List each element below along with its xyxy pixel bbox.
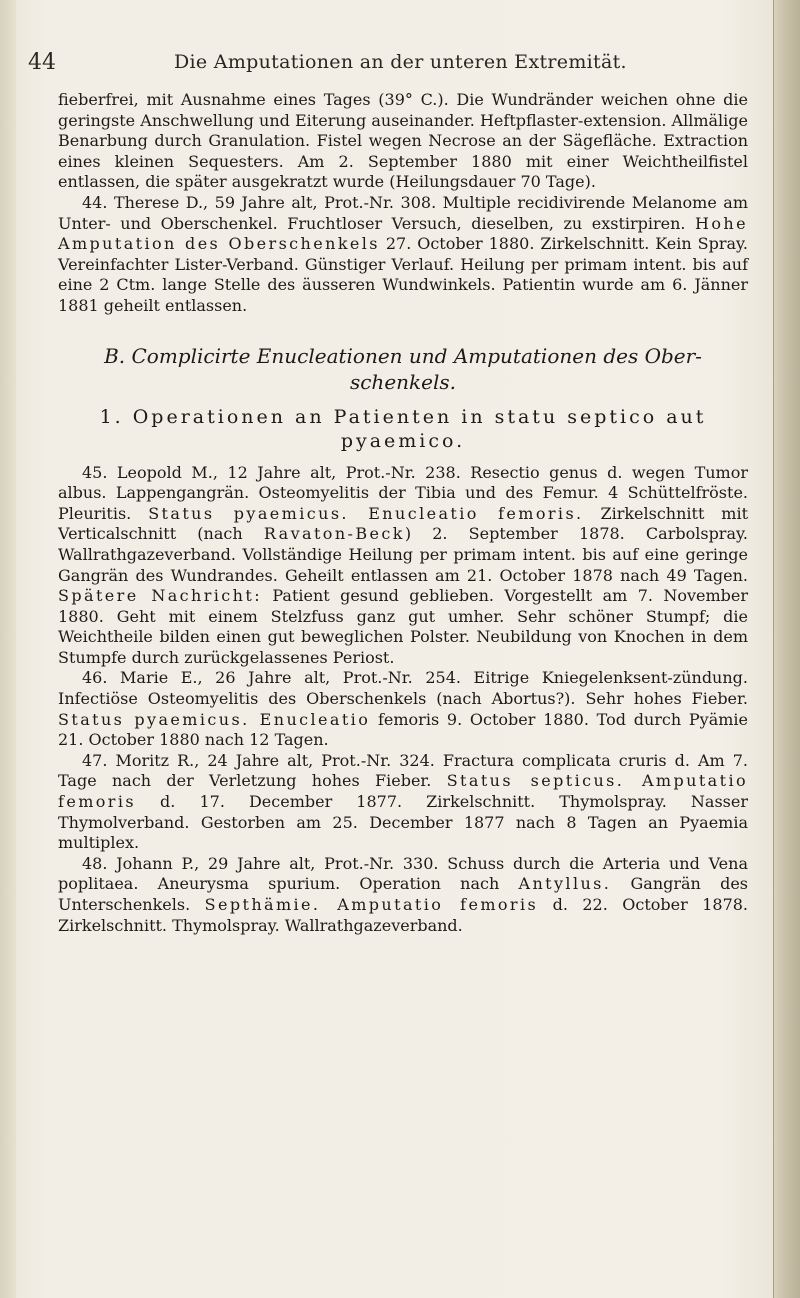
page-gutter-left <box>0 0 16 1298</box>
case-48-author: Antyllus. <box>518 874 612 894</box>
case-47 <box>58 751 748 854</box>
page-number: 44 <box>28 50 56 75</box>
case-47-status: Status septicus. Amputatio femoris <box>58 771 748 812</box>
case-48-text-e: d. 22. October 1878. Zirkelschnitt. Thymolspray. Wallrathgazeverband. <box>58 895 749 935</box>
case-46 <box>58 668 748 750</box>
case-48-text-c: Gangrän des Unterschenkels. <box>58 874 749 914</box>
case-45-author: Ravaton-Beck <box>263 524 405 544</box>
case-45 <box>58 463 748 669</box>
case-47-text-c: d. 17. December 1877. Zirkelschnitt. Thymolspray. Nasser Thymolverband. Gestorben am 25. December 1877 nach 8 Tagen an Pyaemia multiplex. <box>58 792 748 853</box>
section-heading-b: B. Complicirte Enucleationen und Amputationen des Ober-schenkels. <box>104 343 702 394</box>
case-44-text-c: 27. October 1880. Zirkelschnitt. Kein Spray. Vereinfachter Lister-Verband. Günstiger Verlauf. Heilung per primam intent. bis auf eine 2 Ctm. lange Stelle des äusseren Wundwinkels. Patientin wurde am 6. Jänner 1881 geheilt entlassen. <box>58 234 749 315</box>
case-44-operation: Hohe Amputation des Oberschenkels <box>58 213 748 254</box>
case-45-text-a: 45. Leopold M., 12 Jahre alt, Prot.-Nr. 238. Resectio genus d. wegen Tumor albus. Lappengangrän. Osteomyelitis der Tibia und des Femur. 4 Schüttelfröste. Pleuritis. <box>58 462 748 523</box>
case-45-text-c: Zirkelschnitt mit Verticalschnitt (nach <box>58 503 749 544</box>
case-46-text-a: 46. Marie E., 26 Jahre alt, Prot.-Nr. 254. Eitrige Kniegelenksent-zündung. Infectiöse Osteomyelitis des Oberschenkels (nach Abortus?). Sehr hohes Fieber. <box>58 668 748 709</box>
case-44-text-a: 44. Therese D., 59 Jahre alt, Prot.-Nr. 308. Multiple recidivirende Melanome am Unter- und Oberschenkel. Fruchtloser Versuch, dieselben, zu exstirpiren. <box>58 192 748 233</box>
continued-paragraph: fieberfrei, mit Ausnahme eines Tages (39° C.). Die Wundränder weichen ohne die geringste Anschwellung und Eiterung auseinander. Heftpflaster-extension. Allmälige Benarbung durch Granulation. Fistel wegen Necrose an der Sägefläche. Extraction eines kleinen Sequesters. Am 2. September 1880 mit einer Weichtheilfistel entlassen, die später ausgekratzt wurde (Heilungsdauer 70 Tage). <box>58 90 748 192</box>
case-44 <box>58 193 748 317</box>
case-46-text-c: femoris 9. October 1880. Tod durch Pyämie 21. October 1880 nach 12 Tagen. <box>58 709 748 750</box>
running-header <box>24 50 704 80</box>
case-46-status: Status pyaemicus. Enucleatio <box>58 709 371 729</box>
subsection-heading-1: 1. Operationen an Patienten in statu septico aut pyaemico. <box>99 405 707 452</box>
case-45-status: Status pyaemicus. Enucleatio femoris. <box>148 503 584 523</box>
page-body <box>58 90 748 936</box>
case-47-text-a: 47. Moritz R., 24 Jahre alt, Prot.-Nr. 324. Fractura complicata cruris d. Am 7. Tage nach der Verletzung hohes Fieber. <box>58 750 748 791</box>
case-45-text-e: ) 2. September 1878. Carbolspray. Wallrathgazeverband. Vollständige Heilung per primam intent. bis auf eine geringe Gangrän des Wundrandes. Geheilt entlassen am 21. October 1878 nach 49 Tagen. <box>58 524 748 585</box>
page-edge-right <box>773 0 800 1298</box>
case-45-text-g: Patient gesund geblieben. Vorgestellt am 7. November 1880. Geht mit einem Stelzfuss ganz gut umher. Sehr schöner Stumpf; die Weichtheile bilden einen gut beweglichen Polster. Neubildung von Knochen in dem Stumpfe durch zurückgelassenes Periost. <box>58 586 749 667</box>
running-title: Die Amputationen an der unteren Extremität. <box>174 51 627 73</box>
case-48 <box>58 854 748 936</box>
case-45-later-report: Spätere Nachricht: <box>58 586 262 606</box>
case-48-text-a: 48. Johann P., 29 Jahre alt, Prot.-Nr. 330. Schuss durch die Arteria und Vena poplitaea. Aneurysma spurium. Operation nach <box>58 853 748 894</box>
case-48-status: Septhämie. Amputatio femoris <box>204 895 539 914</box>
